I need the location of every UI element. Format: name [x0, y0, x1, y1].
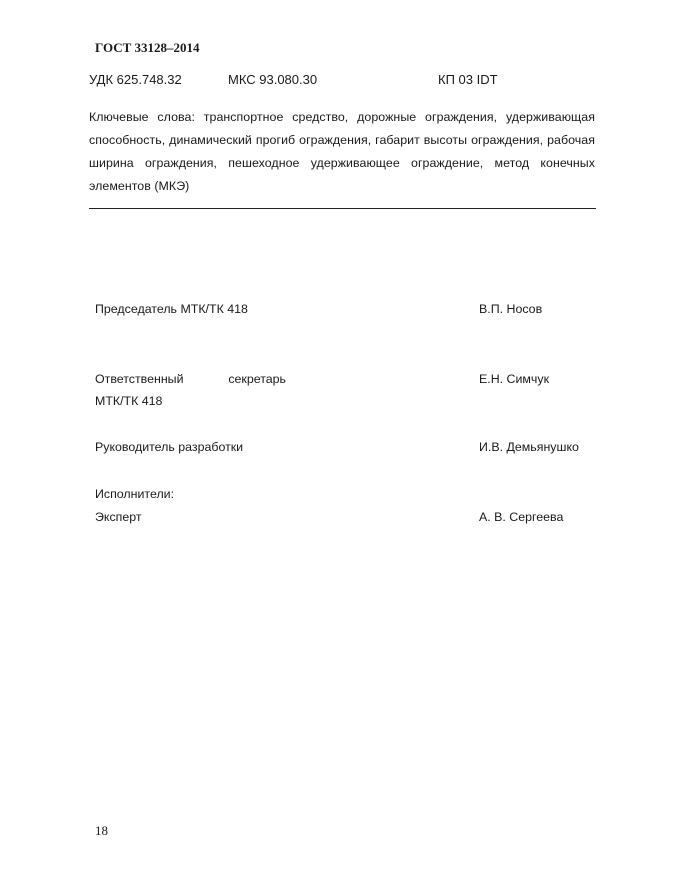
expert-label: Эксперт — [95, 510, 142, 524]
secretary-label-word2: секретарь — [228, 372, 286, 386]
secretary-name: Е.Н. Симчук — [479, 372, 549, 386]
head-name: И.В. Демьянушко — [479, 440, 579, 454]
standard-code: ГОСТ 33128–2014 — [95, 40, 200, 55]
udk-code: УДК 625.748.32 — [89, 72, 182, 87]
kp-code: КП 03 IDT — [438, 72, 498, 87]
classification-row — [0, 72, 680, 90]
chairman-name: В.П. Носов — [479, 302, 543, 316]
head-label: Руководитель разработки — [95, 440, 244, 454]
secretary-label-line2: МТК/ТК 418 — [95, 394, 163, 408]
secretary-label-word1: Ответственный — [95, 372, 184, 386]
chairman-label: Председатель МТК/ТК 418 — [95, 302, 248, 316]
performers-label: Исполнители: — [95, 487, 175, 501]
expert-name: А. В. Сергеева — [479, 510, 564, 524]
horizontal-rule — [89, 208, 596, 209]
keywords-paragraph: Ключевые слова: транспортное средство, дорожные ограждения, удерживающая способность, динамический прогиб ограждения, габарит высоты ограждения, рабочая ширина ограждения, пешеходное удерживающее ограждение, метод конечных элементов (МКЭ) — [89, 110, 595, 193]
page-number: 18 — [95, 823, 108, 838]
mks-code: МКС 93.080.30 — [228, 72, 318, 87]
secretary-label — [95, 368, 286, 390]
